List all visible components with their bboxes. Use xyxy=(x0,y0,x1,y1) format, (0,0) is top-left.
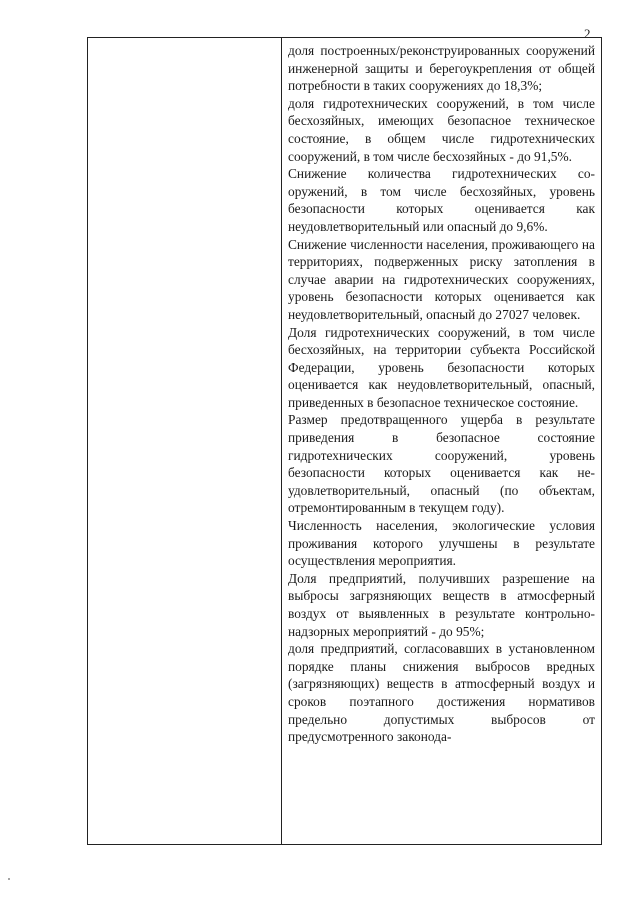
column-divider xyxy=(281,38,282,844)
indicator-paragraph: Размер предотвращенного ущерба в результате приведения в безопасное состояние гидротехнических сооружений, уровень безопасности которых оценивается как неудовлетворительный, опасный (по объектам, отремонтированным в текущем году). xyxy=(288,412,595,516)
indicator-table xyxy=(87,37,602,845)
indicator-paragraph: Снижение количества гидротехнических сооружений, в том числе бесхозяйных, уровень безопасности которых оценивается как неудовлетворительный или опасный до 9,6%. xyxy=(288,166,595,234)
indicator-paragraph: Доля гидротехнических сооружений, в том числе бесхозяйных, на территории субъекта Российской Федерации, уровень безопасности которых оценивается как неудовлетворительный, опасный, приведенных в безопасное техническое состояние. xyxy=(288,324,595,410)
indicator-paragraph: доля предприятий, согласовавших в установленном порядке планы снижения выбросов вредных (загрязняющих) веществ в атmосферный воздух и сроков поэтапного достижения нормативов предельно допустимых выбросов от предусмотренного законода- xyxy=(288,641,595,745)
scan-speck xyxy=(8,878,10,880)
indicator-paragraph: Численность населения, экологические условия проживания которого улучшены в результате осуществления мероприятия. xyxy=(288,518,595,569)
indicator-paragraph: доля гидротехнических сооружений, в том числе бесхозяйных, имеющих безопасное техническое состояние, в общем числе гидротехнических сооружений, в том числе бесхозяйных - до 91,5%. xyxy=(288,95,595,164)
indicator-paragraph: доля построенных/реконструированных сооружений инженерной защиты и берегоукрепления от общей потребности в таких сооружениях до 18,3%; xyxy=(288,43,595,94)
indicator-paragraph: Снижение численности населения, проживающего на территориях, подверженных риску затопления в случае аварии на гидротехнических сооружениях, уровень безопасности которых оценивается как неудовлетворительный, опасный до 27027 человек. xyxy=(288,236,595,322)
page-number: 2 xyxy=(584,26,591,41)
indicators-cell xyxy=(288,42,595,746)
indicator-paragraph: Доля предприятий, получивших разрешение на выбросы загрязняющих веществ в атмосферный воздух от выявленных в результате контрольно-надзорных мероприятий - до 95%; xyxy=(288,570,595,639)
